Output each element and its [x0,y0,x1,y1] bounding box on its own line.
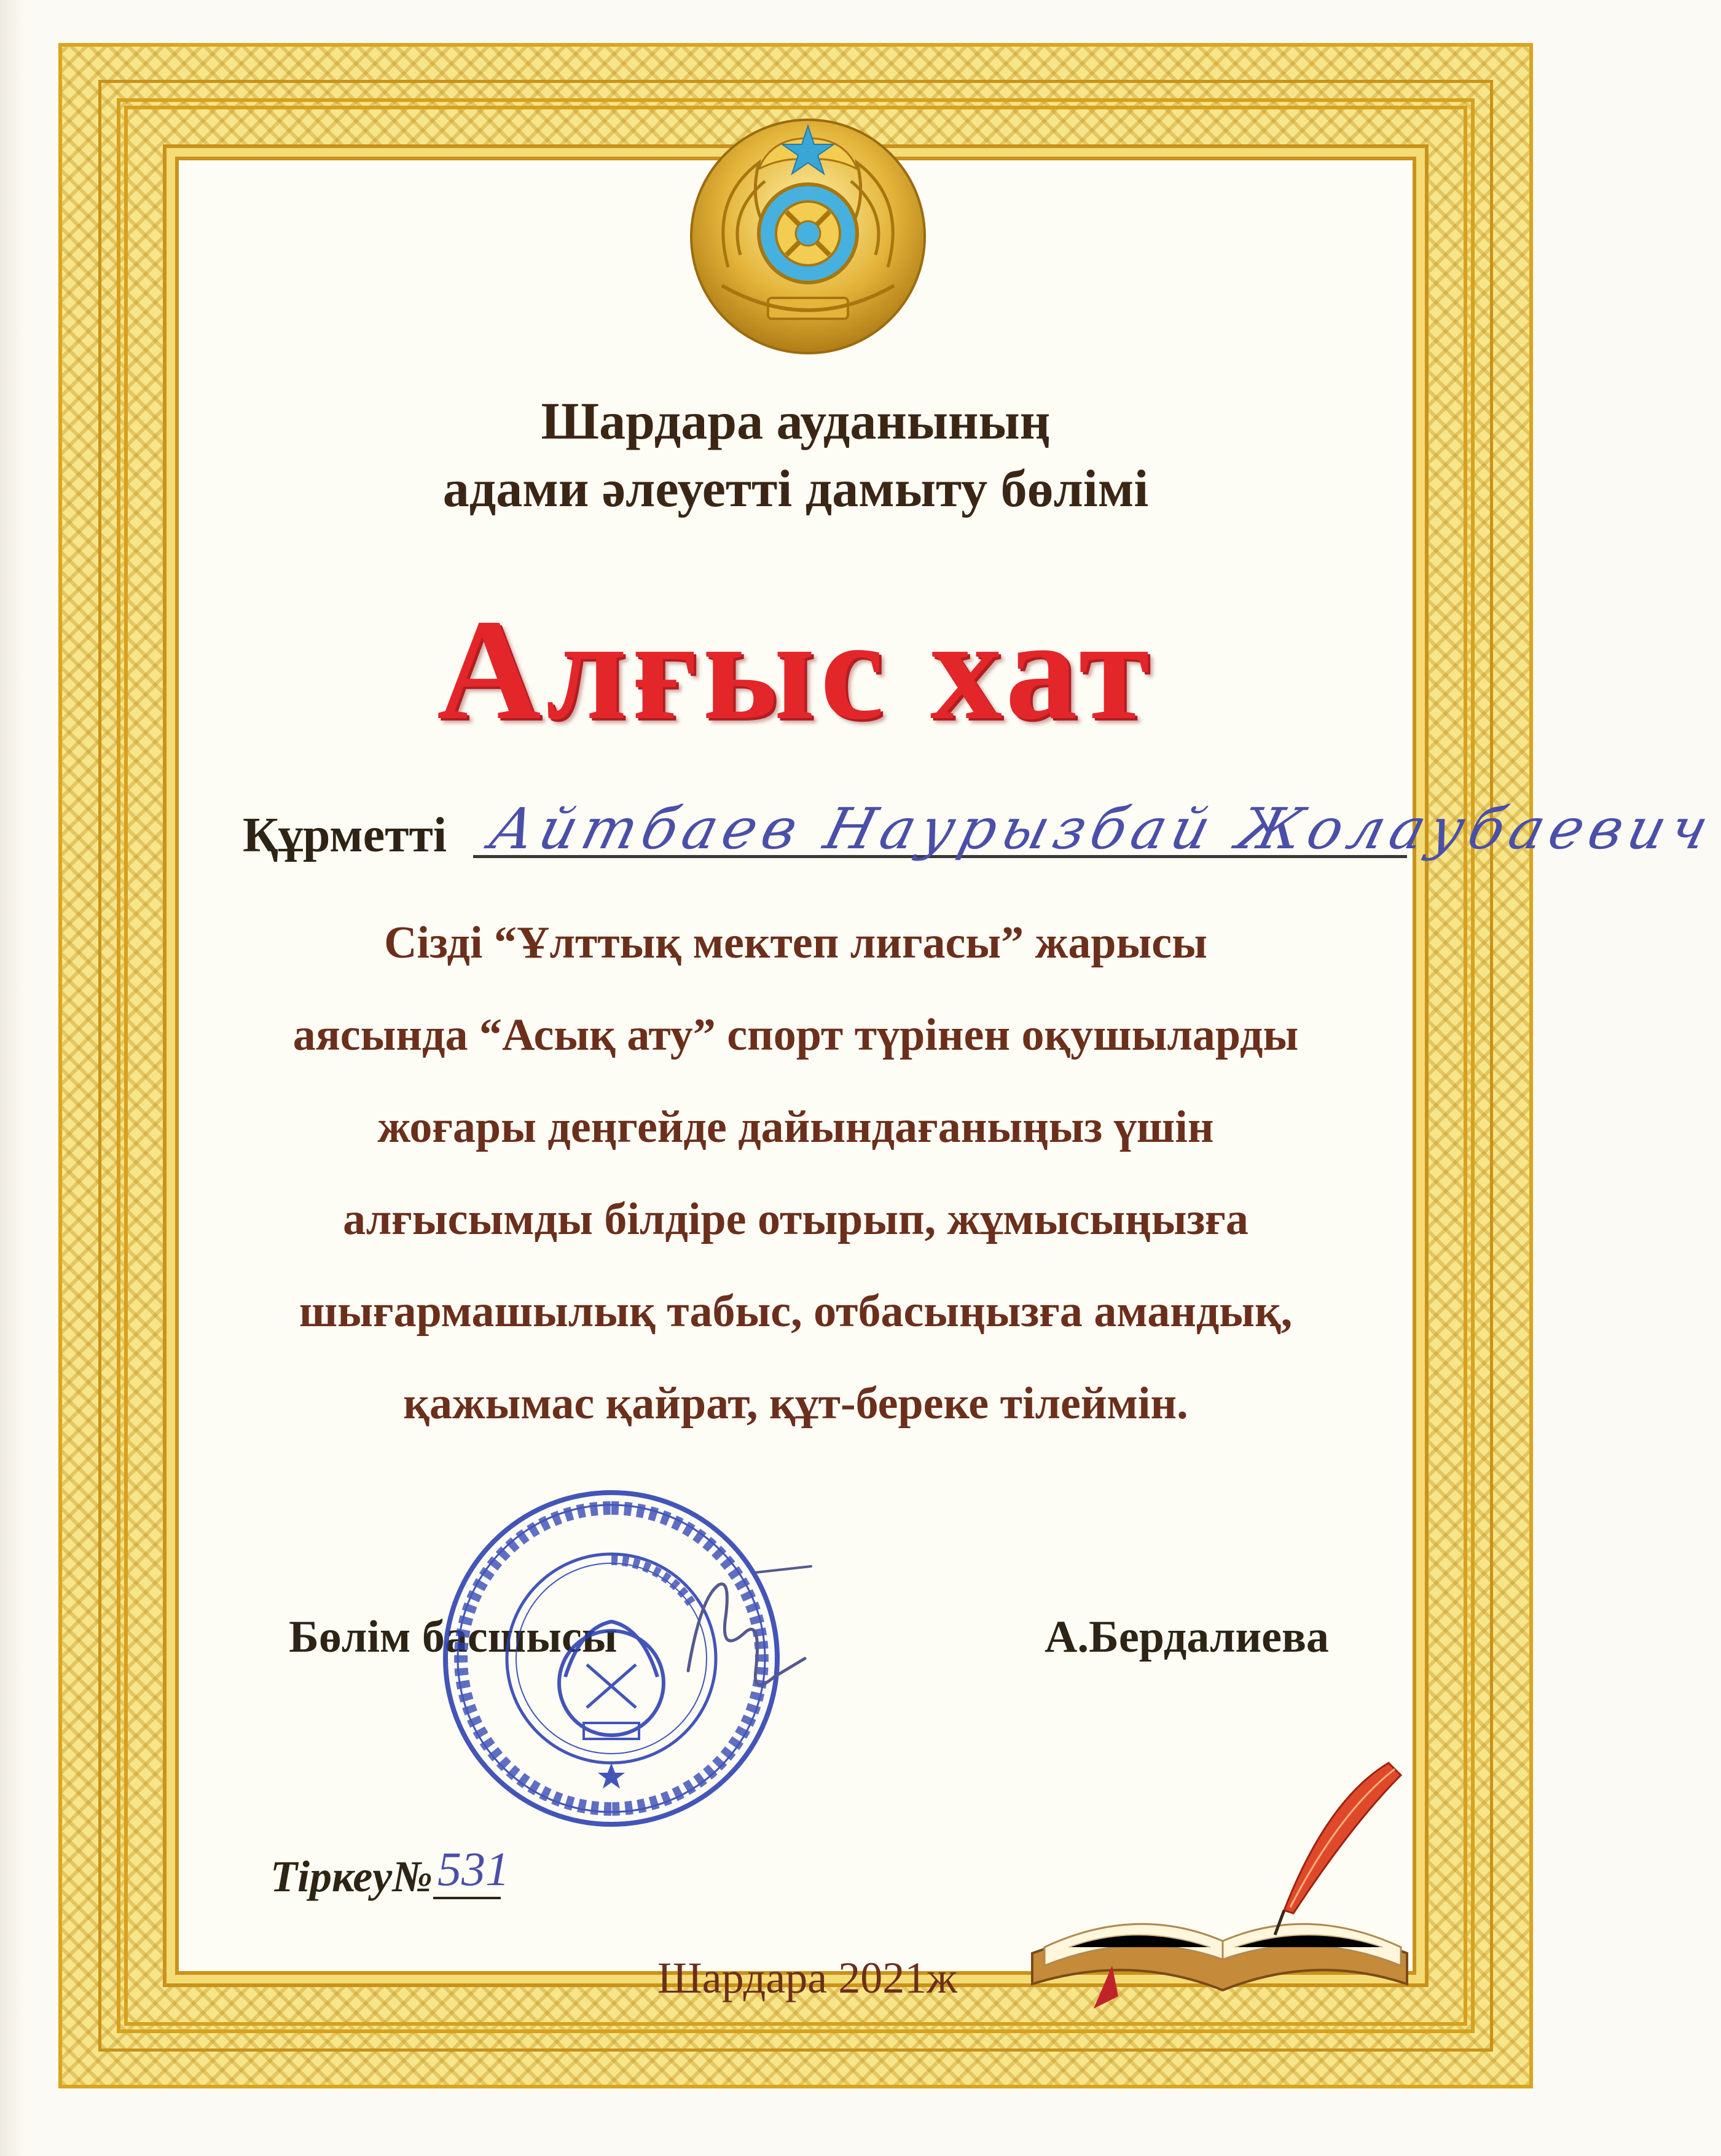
body-line-1: Сізді “Ұлттық мектеп лигасы” жарысы [384,918,1207,968]
certificate-title: Алғыс хат [436,590,1155,749]
body-line-6: қажымас қайрат, құт-береке тілеймін. [403,1378,1188,1429]
registration-underline [433,1897,501,1899]
book-and-quill-icon [1020,1751,1419,2015]
signatory-role: Бөлім басшысы [289,1612,617,1662]
registration-label: Тіркеу№ [270,1852,433,1901]
organization-name-line2: адами әлеуетті дамыту бөлімі [442,459,1149,518]
state-emblem-icon [685,114,931,359]
registration-number-handwritten: 531 [437,1842,509,1896]
body-line-5: шығармашылық табыс, отбасыңызға амандық, [299,1286,1293,1337]
place-and-year: Шардара 2021ж [657,1953,957,2002]
signatory-name: А.Бердалиева [1045,1612,1329,1662]
body-line-4: алғысымды білдіре отырып, жұмысыңызға [343,1194,1249,1244]
recipient-name-handwritten: Айтбаев Наурызбай Жолаубаевич [483,796,1721,862]
scan-edge [0,0,25,2156]
organization-name-line1: Шардара ауданының [541,391,1051,450]
body-line-3: жоғары деңгейде дайындағаныңыз үшін [377,1102,1214,1152]
body-line-2: аясында “Асық ату” спорт түрінен оқушыларды [292,1010,1299,1060]
handwritten-signature-icon [664,1548,823,1720]
recipient-label: Құрметті [243,808,447,862]
